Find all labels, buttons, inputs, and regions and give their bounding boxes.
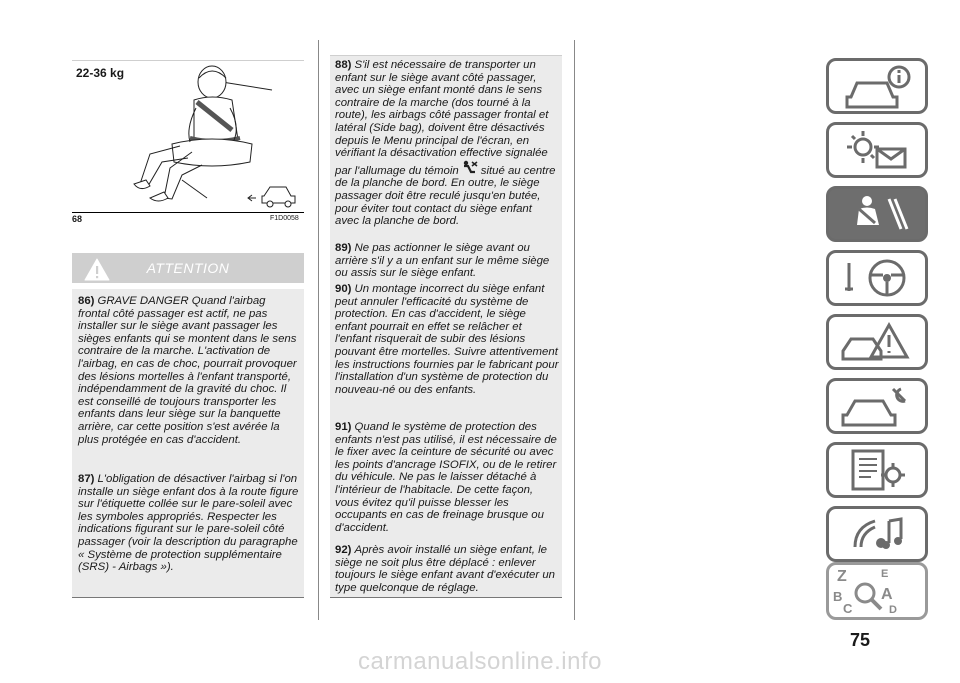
note-number: 87) — [78, 473, 95, 485]
car-maintenance-icon — [829, 381, 925, 431]
note-number: 86) — [78, 295, 95, 307]
index-letter-z: Z — [837, 568, 847, 585]
warning-note-87 — [78, 473, 300, 574]
note-text: GRAVE DANGER Quand l'airbag frontal côté passager est actif, ne pas installer sur le siège avant passager les sièges enfants qui se montent dans le sens contraire de la marche. L'activation de l'airbag, en cas de choc, pourrait provoquer des lésions mortelles à l'enfant transporté, indépendamment de la gravité du choc. Il est conseillé de toujours transporter les enfants dans leur siège sur la banquette arrière, car cette position s'est avérée la plus protégée en cas d'accident. — [78, 295, 297, 446]
attention-panel-continued — [330, 55, 562, 598]
child-booster-seat-drawing — [72, 60, 304, 210]
figure-number: 68 — [72, 214, 83, 224]
note-number: 92) — [335, 544, 352, 556]
column-separator-left — [318, 40, 319, 620]
tab-warning-lights[interactable] — [826, 122, 928, 178]
note-text: L'obligation de désactiver l'airbag si l'on installe un siège enfant dos à la route figure sur l'étiquette collée sur le pare-soleil avec les symboles appropriés. Respecter les indications figurant sur le pare-soleil côté passager (voir la description du paragraphe « Système de protection supplémentaire (SRS) - Airbags »). — [78, 473, 299, 574]
note-text: Quand le système de protection des enfants n'est pas utilisé, il est nécessaire de le fixer avec la ceinture de sécurité ou avec les points d'ancrage ISOFIX, ou de le retirer du véhicule. Ne pas le laisser détaché à l'intérieur de l'habitacle. De cette façon, vous évitez qu'il puisse blesser les occupants en cas de freinage brusque ou d'accident. — [335, 421, 557, 534]
note-text: Après avoir installé un siège enfant, le siège ne soit plus être déplacé : enlever toujours le siège enfant avant d'exécuter un type quelconque de réglage. — [335, 544, 556, 594]
attention-panel — [72, 289, 304, 598]
warning-note-90 — [335, 283, 559, 396]
note-number: 89) — [335, 242, 352, 254]
warning-note-91 — [335, 421, 559, 534]
note-number: 88) — [335, 59, 352, 71]
tab-technical-data[interactable] — [826, 442, 928, 498]
figure-caption-rule — [72, 212, 304, 213]
note-number: 90) — [335, 283, 352, 295]
warning-note-88 — [335, 59, 559, 228]
weight-group-label: 22-36 kg — [76, 66, 125, 80]
watermark: carmanualsonline.info — [358, 648, 602, 675]
tab-emergency[interactable] — [826, 314, 928, 370]
alphabetical-index-icon — [829, 565, 925, 617]
note-number: 91) — [335, 421, 352, 433]
attention-title: ATTENTION — [146, 260, 230, 276]
note-text: Ne pas actionner le siège avant ou arrière s'il y a un enfant sur le même siège ou assis sur le siège enfant. — [335, 242, 550, 280]
index-letter-b: B — [833, 589, 843, 604]
accident-warning-icon — [829, 317, 925, 367]
tab-multimedia[interactable] — [826, 506, 928, 562]
warning-note-86 — [78, 295, 300, 446]
index-letter-c: C — [843, 601, 853, 616]
technical-data-icon — [829, 445, 925, 495]
note-text: situé au centre de la planche de bord. En outre, le siège passager doit être reculé jusqu'en butée, pour éviter tout contact du siège enfant avec la planche de bord. — [335, 164, 556, 228]
index-letter-a: A — [881, 586, 893, 603]
tab-index[interactable] — [826, 562, 928, 620]
warning-note-92 — [335, 544, 559, 594]
note-text: par l'allumage du témoin — [335, 164, 459, 177]
tab-safety[interactable] — [826, 186, 928, 242]
column-separator-right — [574, 40, 575, 620]
multimedia-icon — [829, 509, 925, 559]
warning-lights-icon — [829, 125, 925, 175]
figure-code: F1D0058 — [270, 215, 299, 222]
seat-belt-airbag-icon — [829, 189, 925, 239]
index-letter-e: E — [881, 568, 889, 580]
page-number: 75 — [849, 630, 871, 650]
tab-starting-driving[interactable] — [826, 250, 928, 306]
steering-wheel-key-icon — [829, 253, 925, 303]
child-seat-illustration — [72, 60, 304, 210]
car-info-icon — [829, 61, 925, 111]
airbag-off-indicator-icon — [461, 160, 479, 176]
note-text: S'il est nécessaire de transporter un enfant sur le siège avant côté passager, avec un siège enfant monté dans le sens contraire de la marche (dos tourné à la route), les airbags côté passager frontal et latéral (Side bag), doivent être désactivés depuis le Menu principal de l'écran, en vérifiant la désactivation effective signalée — [335, 59, 549, 160]
tab-car-info[interactable] — [826, 58, 928, 114]
index-letter-d: D — [889, 604, 897, 616]
tab-maintenance[interactable] — [826, 378, 928, 434]
warning-note-89 — [335, 242, 559, 280]
note-text: Un montage incorrect du siège enfant peut annuler l'efficacité du système de protection. En cas d'accident, le siège enfant pourrait en effet se relâcher et l'enfant risquerait de subir des lésions pouvant être mortelles. Suivre attentivement les instructions fournies par le fabricant pour l'installation d'un système de protection du nouveau-né ou des enfants. — [335, 283, 559, 396]
